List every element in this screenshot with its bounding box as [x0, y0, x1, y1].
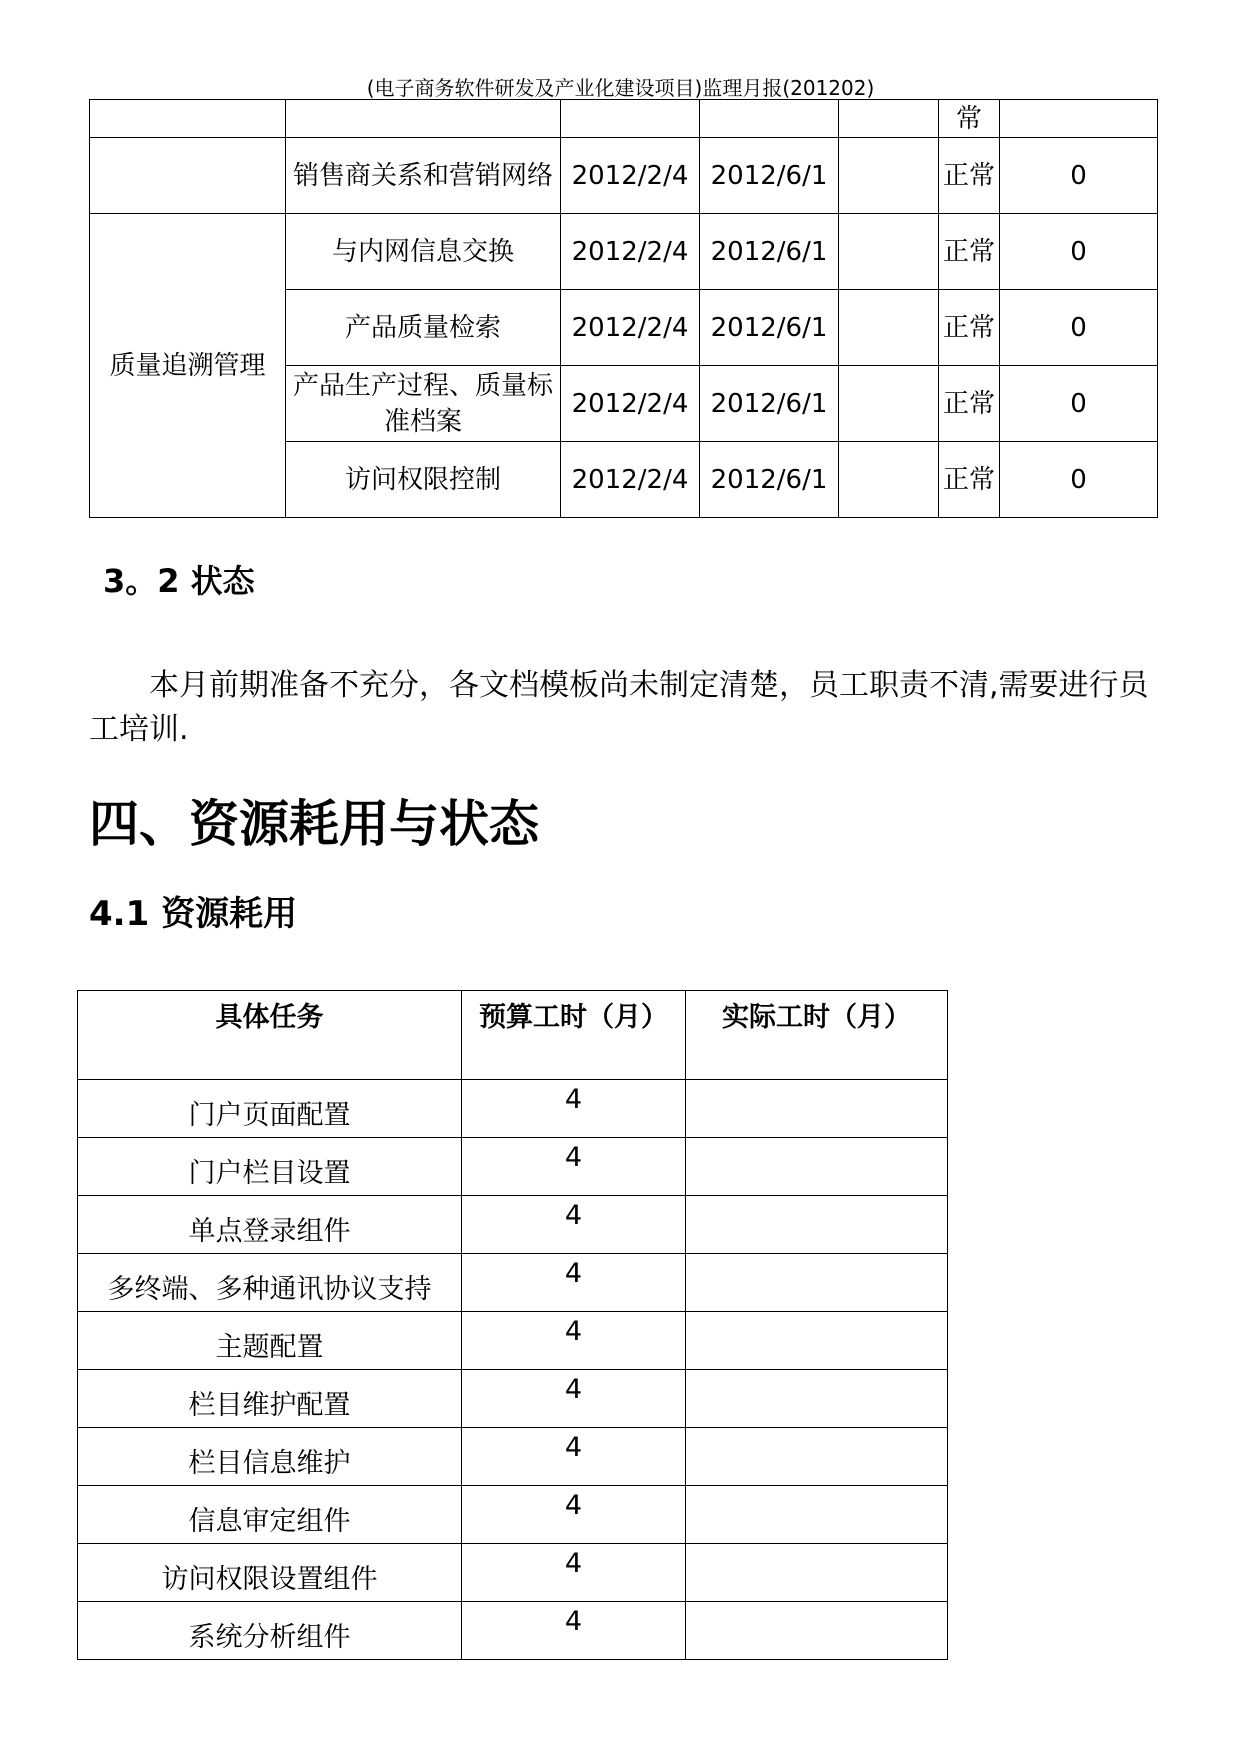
end-date-cell: 2012/6/1 — [700, 366, 839, 442]
table-row — [78, 1428, 948, 1486]
budget-cell: 4 — [462, 1602, 686, 1660]
delay-cell: 0 — [1000, 214, 1158, 290]
budget-cell: 4 — [462, 1080, 686, 1138]
section-4-1-heading: 4.1 资源耗用 — [89, 894, 298, 934]
actual-cell — [686, 1602, 948, 1660]
subtask-cell: 销售商关系和营销网络 — [286, 138, 561, 214]
delay-cell: 0 — [1000, 290, 1158, 366]
table-row — [78, 1486, 948, 1544]
budget-cell: 4 — [462, 1196, 686, 1254]
task-cell: 多终端、多种通讯协议支持 — [78, 1254, 462, 1312]
table-row — [78, 1196, 948, 1254]
header-budget: 预算工时（月） — [462, 991, 686, 1080]
task-cell: 门户栏目设置 — [78, 1138, 462, 1196]
subtask-cell: 访问权限控制 — [286, 442, 561, 518]
actual-cell — [686, 1138, 948, 1196]
start-date-cell: 2012/2/4 — [561, 214, 700, 290]
budget-cell: 4 — [462, 1138, 686, 1196]
task-cell: 访问权限设置组件 — [78, 1544, 462, 1602]
actual-cell — [686, 1370, 948, 1428]
status-cell: 正常 — [939, 442, 1000, 518]
task-cell: 单点登录组件 — [78, 1196, 462, 1254]
header-task: 具体任务 — [78, 991, 462, 1080]
actual-cell — [839, 366, 939, 442]
section-4-heading: 四、资源耗用与状态 — [89, 795, 539, 853]
actual-cell — [686, 1486, 948, 1544]
section-3-2-heading: 3。2 状态 — [103, 562, 255, 600]
schedule-table — [89, 99, 1158, 518]
status-cell: 正常 — [939, 290, 1000, 366]
table-row — [78, 1254, 948, 1312]
status-cell: 正常 — [939, 214, 1000, 290]
table-row — [90, 214, 1158, 290]
task-cell: 栏目维护配置 — [78, 1370, 462, 1428]
budget-cell: 4 — [462, 1486, 686, 1544]
table-cell — [90, 138, 286, 214]
table-row — [90, 100, 1158, 138]
end-date-cell: 2012/6/1 — [700, 214, 839, 290]
table-row — [78, 1080, 948, 1138]
table-row — [78, 1544, 948, 1602]
table-row — [78, 1602, 948, 1660]
status-cell: 正常 — [939, 366, 1000, 442]
status-cell: 常 — [939, 100, 1000, 138]
actual-cell — [686, 1312, 948, 1370]
table-cell — [700, 100, 839, 138]
budget-cell: 4 — [462, 1254, 686, 1312]
resource-table — [77, 990, 948, 1660]
table-cell — [561, 100, 700, 138]
actual-cell — [839, 138, 939, 214]
start-date-cell: 2012/2/4 — [561, 366, 700, 442]
actual-cell — [839, 290, 939, 366]
task-cell: 栏目信息维护 — [78, 1428, 462, 1486]
table-row — [78, 1312, 948, 1370]
table-row — [78, 1138, 948, 1196]
task-cell: 门户页面配置 — [78, 1080, 462, 1138]
actual-cell — [686, 1254, 948, 1312]
task-cell: 信息审定组件 — [78, 1486, 462, 1544]
task-cell: 主题配置 — [78, 1312, 462, 1370]
table-cell — [839, 100, 939, 138]
table-header-row — [78, 991, 948, 1080]
table-row — [90, 138, 1158, 214]
table-cell — [1000, 100, 1158, 138]
budget-cell: 4 — [462, 1312, 686, 1370]
actual-cell — [686, 1196, 948, 1254]
table-row — [78, 1370, 948, 1428]
actual-cell — [686, 1544, 948, 1602]
actual-cell — [686, 1080, 948, 1138]
subtask-cell: 与内网信息交换 — [286, 214, 561, 290]
header-actual: 实际工时（月） — [686, 991, 948, 1080]
budget-cell: 4 — [462, 1370, 686, 1428]
end-date-cell: 2012/6/1 — [700, 138, 839, 214]
actual-cell — [686, 1428, 948, 1486]
budget-cell: 4 — [462, 1428, 686, 1486]
subtask-cell: 产品生产过程、质量标准档案 — [286, 366, 561, 442]
actual-cell — [839, 214, 939, 290]
delay-cell: 0 — [1000, 138, 1158, 214]
start-date-cell: 2012/2/4 — [561, 138, 700, 214]
start-date-cell: 2012/2/4 — [561, 290, 700, 366]
group-name-cell: 质量追溯管理 — [90, 214, 286, 518]
delay-cell: 0 — [1000, 366, 1158, 442]
table-cell — [90, 100, 286, 138]
page-header: (电子商务软件研发及产业化建设项目)监理月报(201202) — [366, 76, 875, 100]
task-cell: 系统分析组件 — [78, 1602, 462, 1660]
subtask-cell: 产品质量检索 — [286, 290, 561, 366]
start-date-cell: 2012/2/4 — [561, 442, 700, 518]
section-3-2-paragraph: 本月前期准备不充分，各文档模板尚未制定清楚，员工职责不清,需要进行员工培训. — [89, 668, 1149, 747]
actual-cell — [839, 442, 939, 518]
end-date-cell: 2012/6/1 — [700, 290, 839, 366]
end-date-cell: 2012/6/1 — [700, 442, 839, 518]
budget-cell: 4 — [462, 1544, 686, 1602]
status-cell: 正常 — [939, 138, 1000, 214]
table-cell — [286, 100, 561, 138]
delay-cell: 0 — [1000, 442, 1158, 518]
